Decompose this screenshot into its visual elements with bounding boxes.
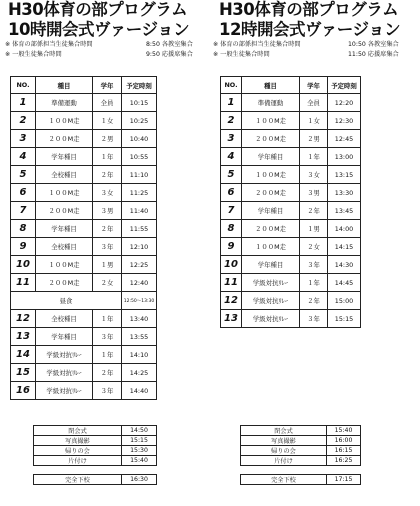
right-title-line2: 12時開会式ヴァージョン xyxy=(219,20,401,39)
row-number: 14 xyxy=(11,346,36,364)
lunch-time: 12:50～13:30 xyxy=(122,292,157,310)
table-row xyxy=(11,346,157,364)
row-time: 11:25 xyxy=(122,184,157,202)
table-row xyxy=(11,238,157,256)
closing-label: 写真撮影 xyxy=(241,436,327,446)
row-time: 12:45 xyxy=(328,130,361,148)
closing-row xyxy=(34,436,157,446)
row-grade: １女 xyxy=(300,112,328,130)
left-note-staff-label: ※ 体育の部係担当生徒集合時間 xyxy=(5,41,93,48)
closing-row xyxy=(34,456,157,466)
row-time: 12:25 xyxy=(122,256,157,274)
row-number: 15 xyxy=(11,364,36,382)
dismissal-label: 完全下校 xyxy=(241,475,327,485)
row-event: １００M走 xyxy=(36,112,93,130)
table-row xyxy=(221,310,361,328)
row-number: 9 xyxy=(221,238,242,256)
row-grade: ２年 xyxy=(300,202,328,220)
row-number: 2 xyxy=(11,112,36,130)
table-row xyxy=(221,166,361,184)
row-event: 学年種目 xyxy=(36,148,93,166)
left-note-staff-value: 8:50 各教室集合 xyxy=(146,41,193,48)
row-event: ２００M走 xyxy=(36,130,93,148)
row-event: 学級対抗ﾘﾚｰ xyxy=(36,382,93,400)
row-event: 学級対抗ﾘﾚｰ xyxy=(36,364,93,382)
closing-time: 15:15 xyxy=(122,436,157,446)
row-number: 10 xyxy=(11,256,36,274)
header-no: NO. xyxy=(11,77,36,94)
row-grade: １年 xyxy=(93,310,122,328)
closing-row xyxy=(241,446,361,456)
row-event: １００M走 xyxy=(242,238,300,256)
table-row xyxy=(221,94,361,112)
table-header-row xyxy=(221,77,361,94)
closing-row xyxy=(34,446,157,456)
table-row xyxy=(11,364,157,382)
header-time: 予定時刻 xyxy=(328,77,361,94)
table-row xyxy=(221,112,361,130)
row-grade: ３年 xyxy=(93,328,122,346)
row-event: 学年種目 xyxy=(242,202,300,220)
row-time: 13:55 xyxy=(122,328,157,346)
row-grade: 全員 xyxy=(300,94,328,112)
row-time: 12:40 xyxy=(122,274,157,292)
row-time: 13:45 xyxy=(328,202,361,220)
row-event: 学級対抗ﾘﾚｰ xyxy=(36,346,93,364)
header-time: 予定時刻 xyxy=(122,77,157,94)
row-number: 7 xyxy=(221,202,242,220)
closing-row xyxy=(241,436,361,446)
row-number: 4 xyxy=(11,148,36,166)
row-number: 5 xyxy=(221,166,242,184)
row-number: 2 xyxy=(221,112,242,130)
left-note-general-value: 9:50 応援席集合 xyxy=(146,51,193,58)
spacer-cell xyxy=(122,466,157,475)
row-grade: １年 xyxy=(93,148,122,166)
dismissal-time: 17:15 xyxy=(327,475,361,485)
left-note-general-label: ※ 一般生徒集合時間 xyxy=(5,51,62,58)
row-event: １００M走 xyxy=(36,184,93,202)
header-grade: 学年 xyxy=(300,77,328,94)
row-event: 全校種目 xyxy=(36,166,93,184)
row-grade: １男 xyxy=(93,256,122,274)
closing-label: 片付け xyxy=(34,456,122,466)
right-note-staff-value: 10:50 各教室集合 xyxy=(348,41,399,48)
row-grade: ３年 xyxy=(300,310,328,328)
row-number: 6 xyxy=(11,184,36,202)
row-time: 11:55 xyxy=(122,220,157,238)
row-number: 10 xyxy=(221,256,242,274)
row-event: １００M走 xyxy=(242,112,300,130)
table-row xyxy=(11,166,157,184)
row-time: 14:10 xyxy=(122,346,157,364)
closing-time: 15:40 xyxy=(122,456,157,466)
row-grade: １年 xyxy=(93,346,122,364)
left-closing-table xyxy=(33,425,157,485)
table-row xyxy=(11,94,157,112)
left-title-line2: 10時開会式ヴァージョン xyxy=(8,20,190,39)
lunch-row xyxy=(11,292,157,310)
row-time: 10:40 xyxy=(122,130,157,148)
left-title-line1: H30体育の部プログラム xyxy=(8,0,188,19)
row-grade: １年 xyxy=(300,274,328,292)
row-time: 14:30 xyxy=(328,256,361,274)
row-time: 11:40 xyxy=(122,202,157,220)
table-row xyxy=(11,256,157,274)
left-program-table xyxy=(10,76,157,400)
row-time: 11:10 xyxy=(122,166,157,184)
row-event: 準備運動 xyxy=(242,94,300,112)
right-note-general-value: 11:50 応援席集合 xyxy=(348,51,399,58)
row-event: 学年種目 xyxy=(36,220,93,238)
row-number: 16 xyxy=(11,382,36,400)
row-number: 13 xyxy=(221,310,242,328)
spacer-cell xyxy=(327,466,361,475)
table-row xyxy=(11,328,157,346)
table-row xyxy=(11,310,157,328)
right-closing-table xyxy=(240,425,361,485)
row-number: 3 xyxy=(11,130,36,148)
row-event: ２００M走 xyxy=(242,184,300,202)
row-time: 13:40 xyxy=(122,310,157,328)
row-number: 6 xyxy=(221,184,242,202)
row-event: ２００M走 xyxy=(36,274,93,292)
row-event: 学級対抗ﾘﾚｰ xyxy=(242,274,300,292)
row-grade: ２男 xyxy=(93,130,122,148)
closing-time: 14:50 xyxy=(122,426,157,436)
dismissal-row xyxy=(241,475,361,485)
row-time: 14:15 xyxy=(328,238,361,256)
row-number: 8 xyxy=(11,220,36,238)
closing-time: 16:00 xyxy=(327,436,361,446)
row-time: 12:10 xyxy=(122,238,157,256)
table-row xyxy=(11,184,157,202)
row-grade: ２年 xyxy=(93,364,122,382)
row-grade: ３年 xyxy=(300,256,328,274)
row-event: ２００M走 xyxy=(242,220,300,238)
table-row xyxy=(11,130,157,148)
table-row xyxy=(11,202,157,220)
row-grade: ２女 xyxy=(93,274,122,292)
row-time: 12:30 xyxy=(328,112,361,130)
table-row xyxy=(221,148,361,166)
closing-label: 片付け xyxy=(241,456,327,466)
table-header-row xyxy=(11,77,157,94)
row-number: 3 xyxy=(221,130,242,148)
row-number: 9 xyxy=(11,238,36,256)
closing-time: 16:15 xyxy=(327,446,361,456)
row-time: 14:25 xyxy=(122,364,157,382)
closing-spacer xyxy=(34,466,157,475)
row-event: 学級対抗ﾘﾚｰ xyxy=(242,310,300,328)
row-time: 15:15 xyxy=(328,310,361,328)
row-grade: １女 xyxy=(93,112,122,130)
row-grade: ２年 xyxy=(93,220,122,238)
row-time: 14:00 xyxy=(328,220,361,238)
row-grade: ３男 xyxy=(300,184,328,202)
header-grade: 学年 xyxy=(93,77,122,94)
closing-time: 15:30 xyxy=(122,446,157,456)
table-row xyxy=(221,130,361,148)
table-row xyxy=(221,274,361,292)
closing-spacer xyxy=(241,466,361,475)
lunch-label: 昼食 xyxy=(11,292,122,310)
row-time: 15:00 xyxy=(328,292,361,310)
closing-row xyxy=(241,426,361,436)
spacer-cell xyxy=(241,466,327,475)
row-event: １００M走 xyxy=(36,256,93,274)
row-number: 12 xyxy=(11,310,36,328)
row-grade: ３年 xyxy=(93,238,122,256)
row-time: 13:15 xyxy=(328,166,361,184)
closing-label: 閉会式 xyxy=(34,426,122,436)
row-grade: ２男 xyxy=(300,130,328,148)
table-row xyxy=(11,112,157,130)
closing-label: 閉会式 xyxy=(241,426,327,436)
row-number: 11 xyxy=(221,274,242,292)
row-grade: ３年 xyxy=(93,382,122,400)
right-note-staff-label: ※ 体育の部係担当生徒集合時間 xyxy=(213,41,301,48)
closing-row xyxy=(241,456,361,466)
row-time: 13:30 xyxy=(328,184,361,202)
table-row xyxy=(11,274,157,292)
table-row xyxy=(11,382,157,400)
row-grade: ３女 xyxy=(300,166,328,184)
row-grade: １男 xyxy=(300,220,328,238)
row-event: 全校種目 xyxy=(36,310,93,328)
table-row xyxy=(11,220,157,238)
row-time: 13:00 xyxy=(328,148,361,166)
table-row xyxy=(221,238,361,256)
row-number: 1 xyxy=(221,94,242,112)
header-event: 種目 xyxy=(242,77,300,94)
row-grade: ２年 xyxy=(93,166,122,184)
row-time: 10:55 xyxy=(122,148,157,166)
row-number: 7 xyxy=(11,202,36,220)
row-event: 学年種目 xyxy=(242,256,300,274)
spacer-cell xyxy=(34,466,122,475)
right-title-line1: H30体育の部プログラム xyxy=(219,0,399,19)
closing-time: 15:40 xyxy=(327,426,361,436)
right-program-table xyxy=(220,76,361,328)
row-number: 8 xyxy=(221,220,242,238)
row-grade: ３男 xyxy=(93,202,122,220)
header-no: NO. xyxy=(221,77,242,94)
table-row xyxy=(221,292,361,310)
right-note-general-label: ※ 一般生徒集合時間 xyxy=(213,51,270,58)
row-time: 10:15 xyxy=(122,94,157,112)
closing-label: 帰りの会 xyxy=(241,446,327,456)
row-number: 4 xyxy=(221,148,242,166)
row-number: 1 xyxy=(11,94,36,112)
row-time: 14:40 xyxy=(122,382,157,400)
table-row xyxy=(221,220,361,238)
row-number: 11 xyxy=(11,274,36,292)
row-event: 学年種目 xyxy=(36,328,93,346)
row-grade: ２年 xyxy=(300,292,328,310)
table-row xyxy=(11,148,157,166)
row-grade: １年 xyxy=(300,148,328,166)
row-number: 13 xyxy=(11,328,36,346)
row-event: １００M走 xyxy=(242,166,300,184)
row-event: 全校種目 xyxy=(36,238,93,256)
header-event: 種目 xyxy=(36,77,93,94)
row-event: 学年種目 xyxy=(242,148,300,166)
row-event: ２００M走 xyxy=(242,130,300,148)
row-event: ２００M走 xyxy=(36,202,93,220)
row-grade: 全員 xyxy=(93,94,122,112)
row-number: 5 xyxy=(11,166,36,184)
row-time: 10:25 xyxy=(122,112,157,130)
dismissal-row xyxy=(34,475,157,485)
table-row xyxy=(221,202,361,220)
dismissal-label: 完全下校 xyxy=(34,475,122,485)
row-number: 12 xyxy=(221,292,242,310)
dismissal-time: 16:30 xyxy=(122,475,157,485)
row-time: 14:45 xyxy=(328,274,361,292)
row-grade: ２女 xyxy=(300,238,328,256)
row-time: 12:20 xyxy=(328,94,361,112)
row-grade: ３女 xyxy=(93,184,122,202)
row-event: 準備運動 xyxy=(36,94,93,112)
closing-time: 16:25 xyxy=(327,456,361,466)
table-row xyxy=(221,184,361,202)
closing-label: 写真撮影 xyxy=(34,436,122,446)
closing-label: 帰りの会 xyxy=(34,446,122,456)
row-event: 学級対抗ﾘﾚｰ xyxy=(242,292,300,310)
table-row xyxy=(221,256,361,274)
closing-row xyxy=(34,426,157,436)
